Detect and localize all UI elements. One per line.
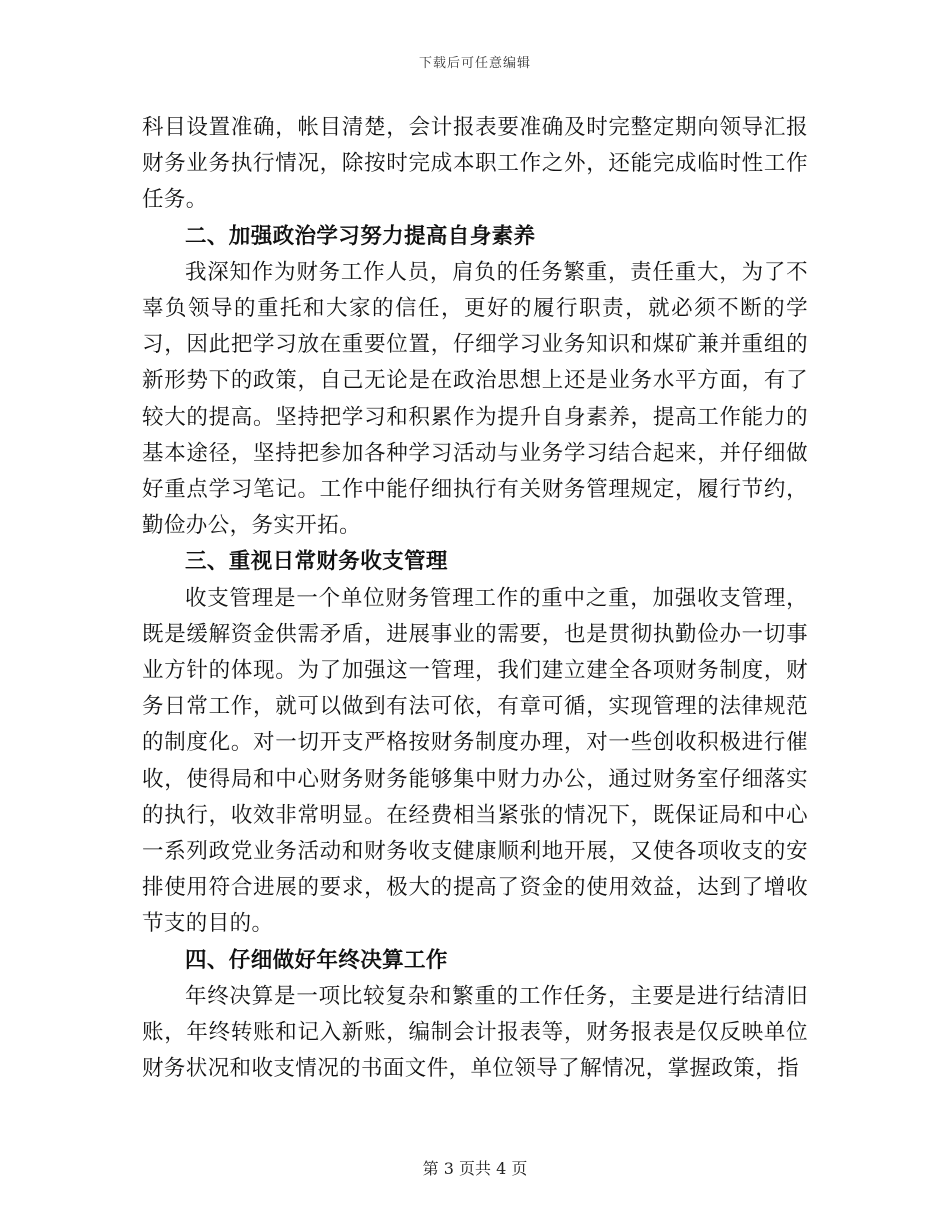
section-heading-3: 三、重视日常财务收支管理: [185, 549, 448, 575]
page-number: 第 3 页共 4 页: [422, 1159, 528, 1178]
paragraph-section-2: 我深知作为财务工作人员，肩负的任务繁重，责任重大，为了不辜负领导的重托和大家的信任，更好的履行职责，就必须不断的学习，因此把学习放在重要位置，仔细学习业务知识和煤矿兼并重组的新形势下的政策，自己无论是在政治思想上还是业务水平方面，有了较大的提高。坚持把学习和积累作为提升自身素养，提高工作能力的基本途径，坚持把参加各种学习活动与业务学习结合起来，并仔细做好重点学习笔记。工作中能仔细执行有关财务管理规定，履行节约，勤俭办公，务实开拓。: [142, 259, 808, 539]
paragraph-continued: 科目设置准确，帐目清楚，会计报表要准确及时完整定期向领导汇报财务业务执行情况，除按时完成本职工作之外，还能完成临时性工作任务。: [142, 115, 808, 213]
page-header: 下载后可任意编辑: [418, 56, 531, 71]
section-heading-4: 四、仔细做好年终决算工作: [185, 947, 448, 973]
paragraph-section-4: 年终决算是一项比较复杂和繁重的工作任务，主要是进行结清旧账，年终转账和记入新账，编制会计报表等，财务报表是仅反映单位财务状况和收支情况的书面文件，单位领导了解情况，掌握政策，指: [142, 983, 808, 1082]
section-heading-2: 二、加强政治学习努力提高自身素养: [185, 223, 536, 249]
document-body: [142, 110, 808, 1087]
paragraph-section-3: 收支管理是一个单位财务管理工作的重中之重，加强收支管理，既是缓解资金供需矛盾，进展事业的需要，也是贯彻执勤俭办一切事业方针的体现。为了加强这一管理，我们建立建全各项财务制度，财务日常工作，就可以做到有法可依，有章可循，实现管理的法律规范的制度化。对一切开支严格按财务制度办理，对一些创收积极进行催收，使得局和中心财务财务能够集中财力办公，通过财务室仔细落实的执行，收效非常明显。在经费相当紧张的情况下，既保证局和中心一系列政党业务活动和财务收支健康顺利地开展，又使各项收支的安排使用符合进展的要求，极大的提高了资金的使用效益，达到了增收节支的目的。: [142, 585, 808, 937]
